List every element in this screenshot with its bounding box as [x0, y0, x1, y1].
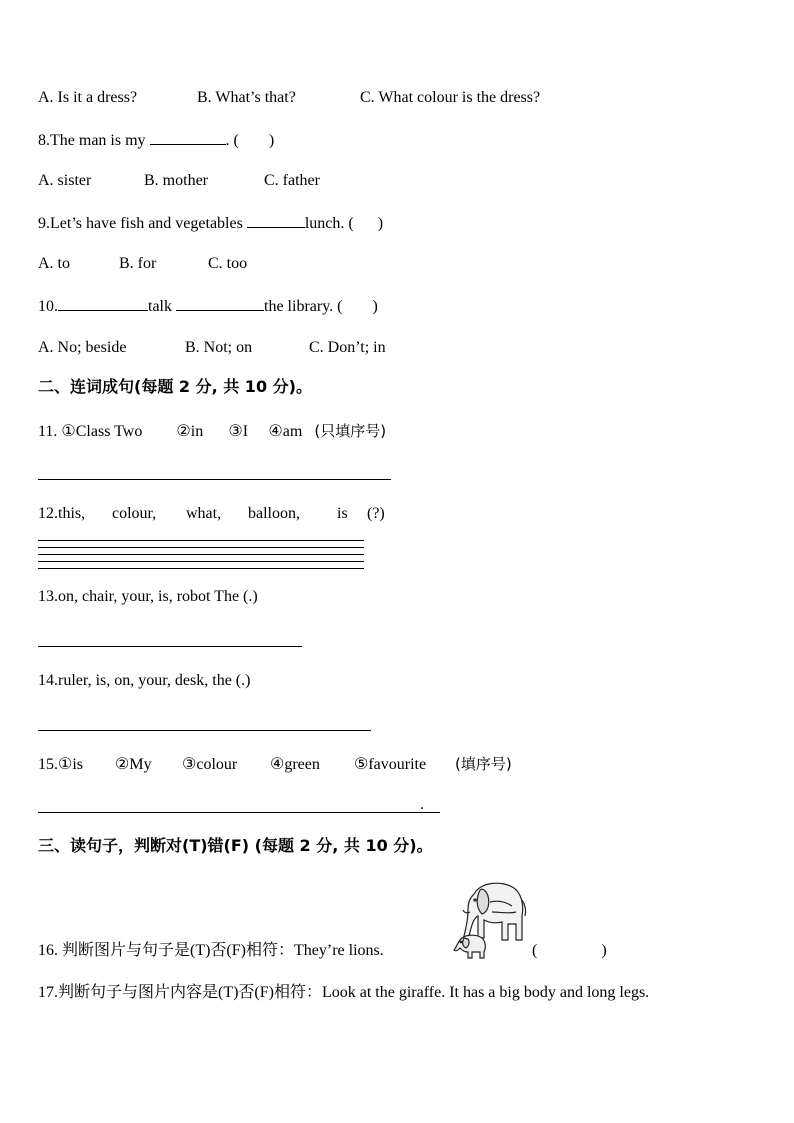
q9-options — [38, 254, 247, 274]
q11-word-1: ①Class Two — [61, 423, 143, 440]
q10-option-b: B. Not; on — [185, 339, 253, 356]
q13-answer-line[interactable] — [38, 646, 302, 647]
q12-word-1: this, — [58, 505, 86, 522]
q13-stem: 13.on, chair, your, is, robot The (.) — [38, 588, 258, 605]
q9-prefix: 9.Let’s have fish and vegetables — [38, 215, 243, 232]
section-2-title: 二、连词成句(每题 2 分, 共 10 分)。 — [38, 377, 312, 396]
q11-word-4: ④am — [268, 423, 303, 440]
q15-answer-line[interactable] — [38, 812, 440, 813]
q9-stem — [38, 213, 383, 234]
q12-word-6: (?) — [367, 505, 385, 522]
q12-num: 12. — [38, 505, 58, 522]
q15-num: 15. — [38, 756, 58, 773]
q9-suffix: lunch. ( — [304, 215, 354, 232]
q10-close: ) — [372, 298, 378, 315]
q12-answer-line-4[interactable] — [38, 561, 364, 562]
q11-num: 11. — [38, 423, 58, 440]
q12-word-3: what, — [186, 505, 222, 522]
q12-answer-line-2[interactable] — [38, 547, 364, 548]
q8-prefix: 8.The man is my — [38, 132, 146, 149]
q10-mid1: talk — [148, 298, 172, 315]
q7-option-b: B. What’s that? — [197, 89, 296, 106]
q7-options — [38, 88, 540, 108]
q11-word-2: ②in — [176, 423, 204, 440]
q12-word-2: colour, — [112, 505, 157, 522]
q15-word-5: ⑤favourite — [354, 756, 427, 773]
q17-stem: 17.判断句子与图片内容是(T)否(F)相符：Look at the giraffe. It has a big body and long legs. — [38, 984, 650, 1001]
q8-option-b: B. mother — [144, 172, 208, 189]
q10-stem — [38, 296, 378, 317]
q16-answer-slot[interactable]: ( ) — [532, 942, 607, 959]
q10-option-a: A. No; beside — [38, 339, 127, 356]
q12-word-4: balloon, — [248, 505, 300, 522]
q15-word-1: ①is — [58, 756, 84, 773]
q10-open: ( — [337, 298, 343, 315]
q10-num: 10. — [38, 298, 58, 315]
q15-word-3: ③colour — [182, 756, 238, 773]
q15-word-4: ④green — [270, 756, 320, 773]
q14-answer-line[interactable] — [38, 730, 371, 731]
q9-close: ) — [377, 215, 384, 232]
elephant-picture — [446, 876, 528, 960]
q12-answer-line-3[interactable] — [38, 554, 364, 555]
q10-blank-2[interactable] — [176, 296, 264, 311]
q9-blank[interactable] — [247, 213, 305, 228]
q12-word-5: is — [337, 505, 348, 522]
q11-note: (只填序号) — [314, 422, 387, 440]
q8-close: ) — [268, 132, 275, 149]
q10-options — [38, 338, 386, 358]
q9-option-b: B. for — [119, 255, 157, 272]
q14-stem: 14.ruler, is, on, your, desk, the (.) — [38, 672, 251, 689]
q12-answer-line-5[interactable] — [38, 568, 364, 569]
q15-stem — [38, 754, 512, 775]
q12-answer-line-1[interactable] — [38, 540, 364, 541]
q8-blank[interactable] — [150, 130, 226, 145]
q11-stem — [38, 421, 386, 442]
q7-option-a: A. Is it a dress? — [38, 89, 138, 106]
q15-end-period: . — [420, 796, 424, 813]
q7-option-c: C. What colour is the dress? — [360, 89, 541, 106]
section-3-title: 三、读句子，判断对(T)错(F) (每题 2 分, 共 10 分)。 — [38, 836, 433, 855]
q16-stem — [38, 941, 384, 961]
q8-options — [38, 171, 320, 191]
q11-word-3: ③I — [228, 423, 249, 440]
q8-suffix: . ( — [225, 132, 239, 149]
q8-option-a: A. sister — [38, 172, 92, 189]
q11-answer-line[interactable] — [38, 479, 391, 480]
q9-option-c: C. too — [208, 255, 248, 272]
q10-blank-1[interactable] — [58, 296, 148, 311]
q15-note: (填序号) — [455, 755, 512, 773]
q10-option-c: C. Don’t; in — [309, 339, 386, 356]
q8-option-c: C. father — [264, 172, 320, 189]
q16-text: 16. 判断图片与句子是(T)否(F)相符：They’re lions. — [38, 942, 384, 959]
q8-stem — [38, 130, 274, 151]
q10-mid2: the library. — [264, 298, 334, 315]
q15-word-2: ②My — [115, 756, 152, 773]
q12-stem — [38, 504, 385, 524]
q9-option-a: A. to — [38, 255, 70, 272]
